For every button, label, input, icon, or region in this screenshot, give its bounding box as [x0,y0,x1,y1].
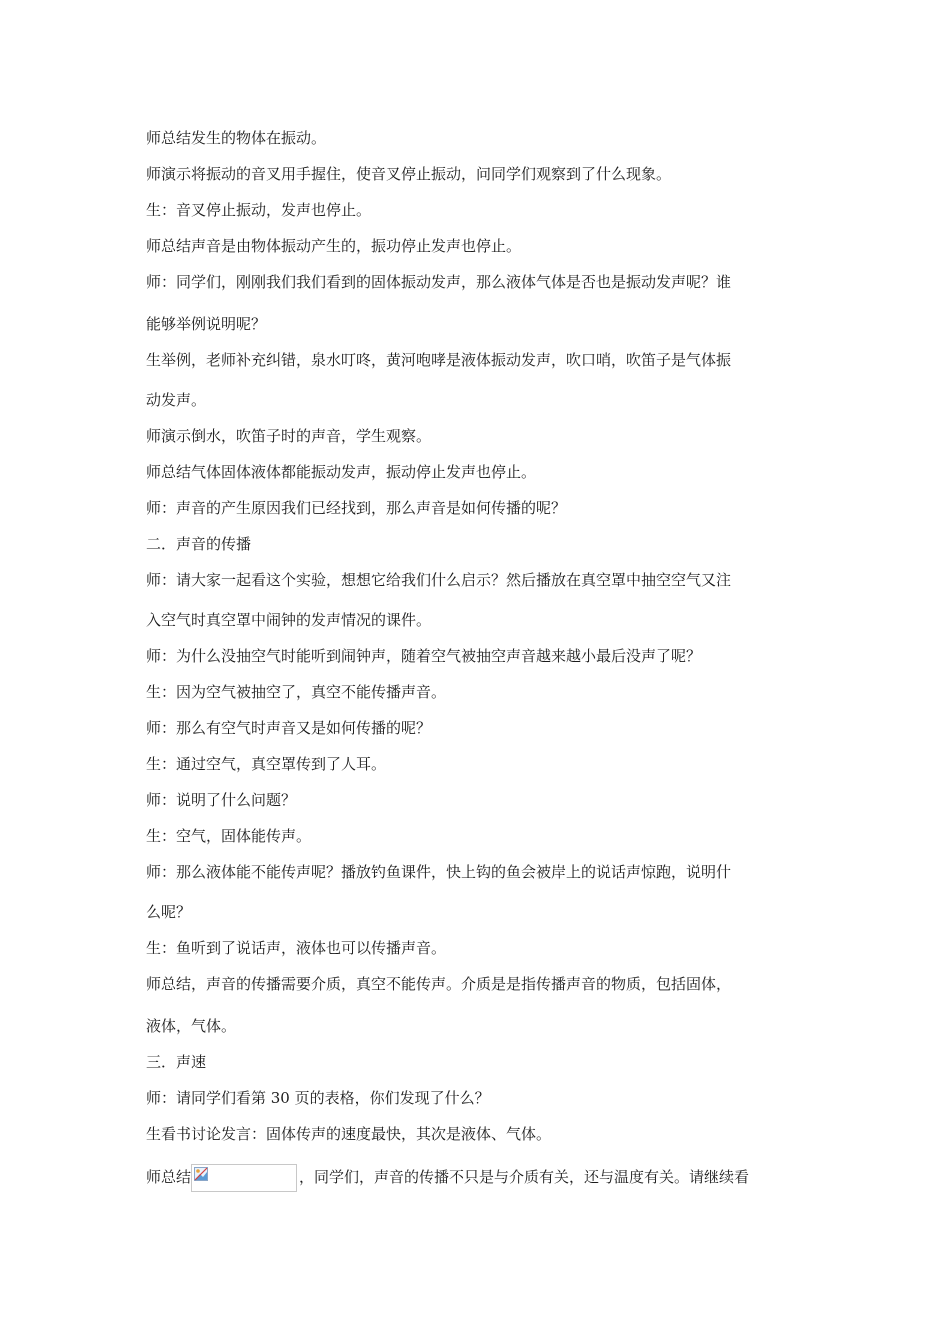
text-line: 师：说明了什么问题？ [146,791,297,809]
text-line: 师：请大家一起看这个实验，想想它给我们什么启示？然后播放在真空罩中抽空空气又注 [146,571,732,589]
text-line: 师总结，声音的传播需要介质，真空不能传声。介质是是指传播声音的物质，包括固体， [146,975,732,993]
text-line: 么呢？ [146,903,192,921]
text-line: 师：为什么没抽空气时能听到闹钟声，随着空气被抽空声音越来越小最后没声了呢？ [146,647,702,665]
text-line: 生：通过空气，真空罩传到了人耳。 [146,755,387,773]
line-prefix: 师总结 [146,1168,192,1186]
text-line: 生举例，老师补充纠错，泉水叮咚，黄河咆哮是液体振动发声，吹口哨，吹笛子是气体振 [146,351,732,369]
section-heading: 二．声音的传播 [146,535,252,553]
text-line: 生：鱼听到了说话声，液体也可以传播声音。 [146,939,447,957]
line-suffix: ，同学们，声音的传播不只是与介质有关，还与温度有关。请继续看 [299,1168,750,1186]
section-heading: 三．声速 [146,1053,207,1071]
text-line: 师：声音的产生原因我们已经找到，那么声音是如何传播的呢？ [146,499,567,517]
text-line: 师：那么有空气时声音又是如何传播的呢？ [146,719,432,737]
text-line: 能够举例说明呢？ [146,315,267,333]
text-line: 师：同学们，刚刚我们我们看到的固体振动发声，那么液体气体是否也是振动发声呢？谁 [146,273,732,291]
text-line: 师：那么液体能不能传声呢？播放钓鱼课件，快上钩的鱼会被岸上的说话声惊跑，说明什 [146,863,732,881]
text-line: 液体，气体。 [146,1017,237,1035]
text-line: 师演示倒水，吹笛子时的声音，学生观察。 [146,427,432,445]
text-line: 动发声。 [146,391,207,409]
text-line: 入空气时真空罩中闹钟的发声情况的课件。 [146,611,432,629]
text-line: 师总结声音是由物体振动产生的，振功停止发声也停止。 [146,237,522,255]
text-line: 生：因为空气被抽空了，真空不能传播声音。 [146,683,447,701]
broken-image-placeholder [191,1164,297,1192]
text-line-with-image [146,1164,816,1192]
text-line: 师总结气体固体液体都能振动发声，振动停止发声也停止。 [146,463,537,481]
text-line: 师：请同学们看第 30 页的表格，你们发现了什么？ [146,1089,490,1107]
text-line: 生：音叉停止振动，发声也停止。 [146,201,372,219]
text-line: 师演示将振动的音叉用手握住，使音叉停止振动，问同学们观察到了什么现象。 [146,165,672,183]
text-line: 师总结发生的物体在振动。 [146,129,327,147]
text-line: 生：空气，固体能传声。 [146,827,312,845]
broken-image-icon [194,1167,208,1181]
text-line: 生看书讨论发言：固体传声的速度最快，其次是液体、气体。 [146,1125,552,1143]
